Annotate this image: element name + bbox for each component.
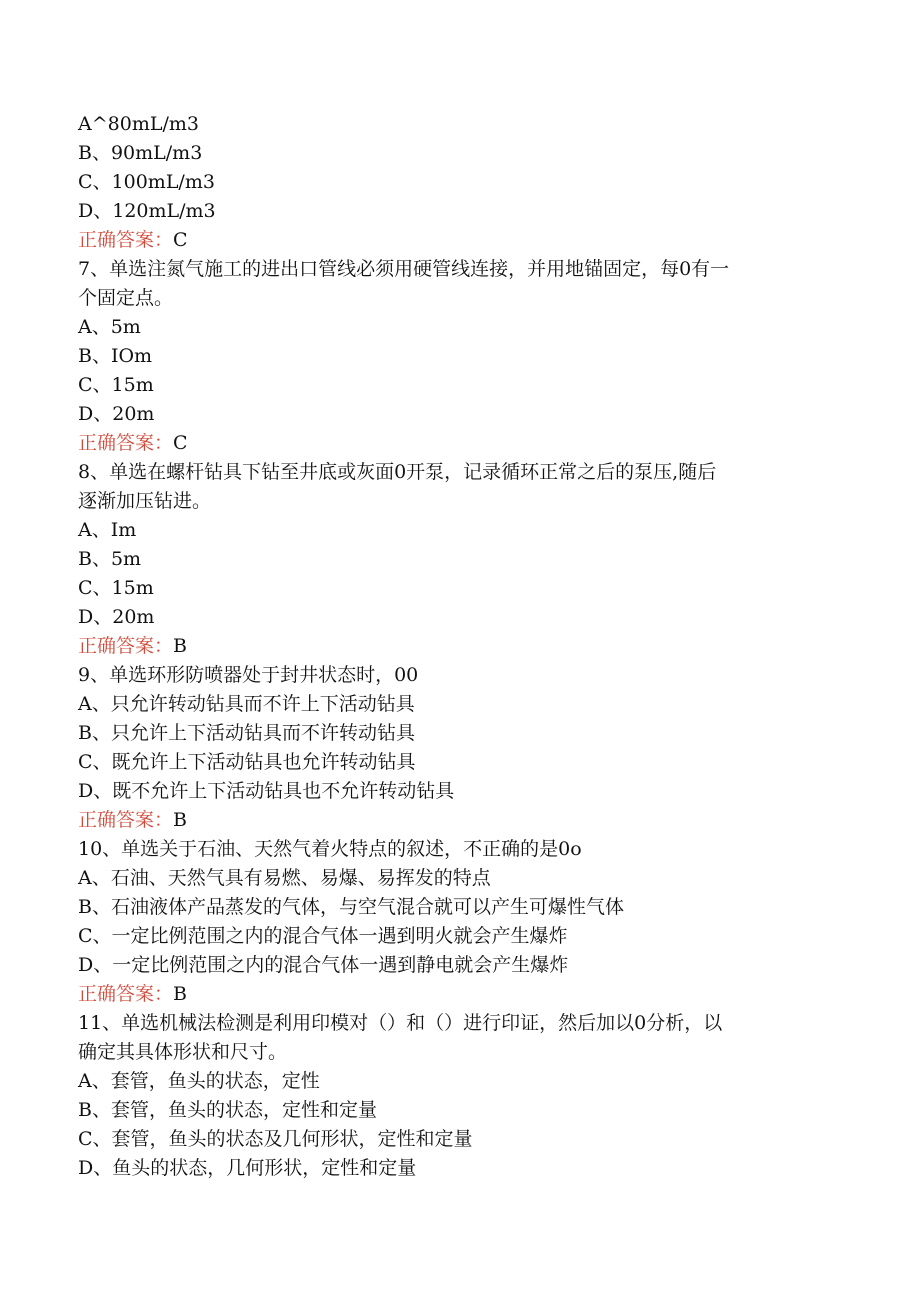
option-text: B、套管，鱼头的状态，定性和定量 [78,1099,377,1121]
option-text: C、15m [78,374,154,396]
option-text: C、100mL/m3 [78,171,215,193]
answer-value: B [173,809,187,831]
answer-value: B [173,983,187,1005]
correct-answer-line [78,429,838,458]
question-text: 8、单选在螺杆钻具下钻至井底或灰面0开泵，记录循环正常之后的泵压,随后 [78,461,717,483]
question-text: 11、单选机械法检测是利用印模对（）和（）进行印证，然后加以0分析，以 [78,1012,723,1034]
option-text: A、套管，鱼头的状态，定性 [78,1070,320,1092]
answer-label: 正确答案： [78,432,174,454]
question-text: 个固定点。 [78,287,174,309]
option-text: C、一定比例范围之内的混合气体一遇到明火就会产生爆炸 [78,925,568,947]
answer-label: 正确答案： [78,635,174,657]
option-text: D、鱼头的状态，几何形状，定性和定量 [78,1157,417,1179]
option-text: B、IOm [78,345,153,367]
question-text: 确定其具体形状和尺寸。 [78,1041,288,1063]
option-text: A、5m [78,316,141,338]
option-text: B、90mL/m3 [78,142,203,164]
document-page [78,110,838,1183]
option-text: D、既不允许上下活动钻具也不允许转动钻具 [78,780,455,802]
question-text: 逐渐加压钻进。 [78,490,212,512]
option-text: A^80mL/m3 [78,113,199,135]
answer-label: 正确答案： [78,983,174,1005]
answer-label: 正确答案： [78,809,174,831]
option-text: D、20m [78,606,155,628]
option-text: A、只允许转动钻具而不许上下活动钻具 [78,693,415,715]
question-text: 9、单选环形防喷器处于封井状态时，00 [78,664,419,686]
option-text: D、一定比例范围之内的混合气体一遇到静电就会产生爆炸 [78,954,569,976]
option-text: C、套管，鱼头的状态及几何形状，定性和定量 [78,1128,473,1150]
option-text: A、Im [78,519,137,541]
question-text: 10、单选关于石油、天然气着火特点的叙述，不正确的是0o [78,838,582,860]
question-text: 7、单选注氮气施工的进出口管线必须用硬管线连接，并用地锚固定，每0有一 [78,258,730,280]
option-text: C、既允许上下活动钻具也允许转动钻具 [78,751,416,773]
option-text: A、石油、天然气具有易燃、易爆、易挥发的特点 [78,867,491,889]
answer-value: C [173,432,188,454]
answer-label: 正确答案： [78,229,174,251]
answer-value: B [173,635,187,657]
correct-answer-line [78,226,838,255]
option-text: D、120mL/m3 [78,200,216,222]
answer-value: C [173,229,188,251]
option-text: B、石油液体产品蒸发的气体，与空气混合就可以产生可爆性气体 [78,896,624,918]
correct-answer-line [78,632,838,661]
correct-answer-line [78,980,838,1009]
option-text: D、20m [78,403,155,425]
option-text: B、只允许上下活动钻具而不许转动钻具 [78,722,415,744]
correct-answer-line [78,806,838,835]
option-text: C、15m [78,577,154,599]
option-text: B、5m [78,548,142,570]
